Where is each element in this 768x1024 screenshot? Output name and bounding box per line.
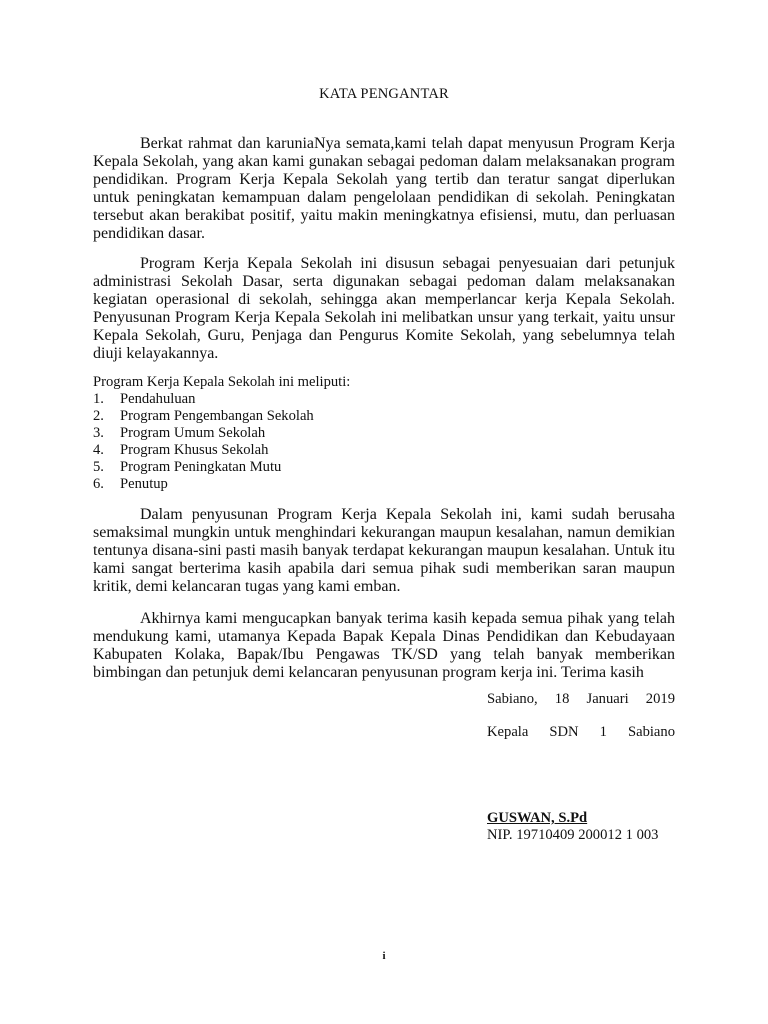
signature-date bbox=[487, 691, 675, 708]
signature-date-word: 18 bbox=[554, 691, 570, 707]
page-number: i bbox=[382, 950, 386, 962]
signature-role-word: SDN bbox=[549, 724, 579, 740]
signature-date-word: Sabiano, bbox=[487, 691, 538, 707]
list-intro: Program Kerja Kepala Sekolah ini meliputi: bbox=[93, 374, 351, 390]
list-item-number: 5. bbox=[93, 459, 104, 476]
list-item bbox=[93, 459, 675, 476]
list-item bbox=[93, 425, 675, 442]
program-list bbox=[93, 391, 675, 494]
list-item-number: 2. bbox=[93, 408, 104, 425]
document-title: KATA PENGANTAR bbox=[319, 86, 449, 102]
list-item-number: 1. bbox=[93, 391, 104, 407]
list-item bbox=[93, 391, 675, 408]
signature-role bbox=[487, 724, 675, 741]
signatory-nip: NIP. 19710409 200012 1 003 bbox=[487, 827, 659, 843]
list-item-text: Program Peningkatan Mutu bbox=[120, 459, 282, 476]
signature-role-word: 1 bbox=[599, 724, 607, 740]
list-item-text: Program Umum Sekolah bbox=[120, 425, 266, 442]
list-item-number: 6. bbox=[93, 476, 104, 493]
list-item bbox=[93, 442, 675, 459]
paragraph-3: Dalam penyusunan Program Kerja Kepala Sekolah ini, kami sudah berusaha semaksimal mungkin untuk menghindari kekurangan maupun kesalahan, namun demikian tentunya disana-sini pasti masih banyak terdapat kekurangan maupun kesalahan. Untuk itu kami sangat berterima kasih apabila dari semua pihak sudi memberikan saran maupun kritik, demi kelancaran tugas yang kami emban. bbox=[93, 506, 675, 595]
list-item-number: 3. bbox=[93, 425, 104, 442]
list-item bbox=[93, 476, 675, 493]
list-item-text: Pendahuluan bbox=[120, 391, 196, 407]
list-item-text: Program Pengembangan Sekolah bbox=[120, 408, 314, 425]
signature-date-word: 2019 bbox=[645, 691, 675, 707]
paragraph-1: Berkat rahmat dan karuniaNya semata,kami telah dapat menyusun Program Kerja Kepala Sekolah, yang akan kami gunakan sebagai pedoman dalam melaksanakan program pendidikan. Program Kerja Kepala Sekolah yang tertib dan teratur sangat diperlukan untuk peningkatan kemampuan dalam pengelolaan pendidikan di sekolah. Peningkatan tersebut akan berakibat positif, yaitu makin meningkatnya efisiensi, mutu, dan perluasan pendidikan dasar. bbox=[93, 135, 675, 242]
signature-role-word: Sabiano bbox=[627, 724, 675, 740]
list-item-number: 4. bbox=[93, 442, 104, 459]
signatory-name: GUSWAN, S.Pd bbox=[487, 810, 588, 826]
list-item-text: Program Khusus Sekolah bbox=[120, 442, 269, 459]
paragraph-4: Akhirnya kami mengucapkan banyak terima kasih kepada semua pihak yang telah mendukung kami, utamanya Kepada Bapak Kepala Dinas Pendidikan dan Kebudayaan Kabupaten Kolaka, Bapak/Ibu Pengawas TK/SD yang telah banyak memberikan bimbingan dan petunjuk demi kelancaran penyusunan program kerja ini. Terima kasih bbox=[93, 610, 675, 681]
paragraph-2: Program Kerja Kepala Sekolah ini disusun sebagai penyesuaian dari petunjuk administrasi Sekolah Dasar, serta digunakan sebagai pedoman dalam melaksanakan kegiatan operasional di sekolah, sehingga akan memperlancar kerja Kepala Sekolah. Penyusunan Program Kerja Kepala Sekolah ini melibatkan unsur yang terkait, yaitu unsur Kepala Sekolah, Guru, Penjaga dan Pengurus Komite Sekolah, yang sebelumnya telah diuji kelayakannya. bbox=[93, 255, 675, 362]
signature-role-word: Kepala bbox=[487, 724, 529, 740]
list-item-text: Penutup bbox=[120, 476, 168, 493]
signature-date-word: Januari bbox=[586, 691, 629, 707]
list-item bbox=[93, 408, 675, 425]
